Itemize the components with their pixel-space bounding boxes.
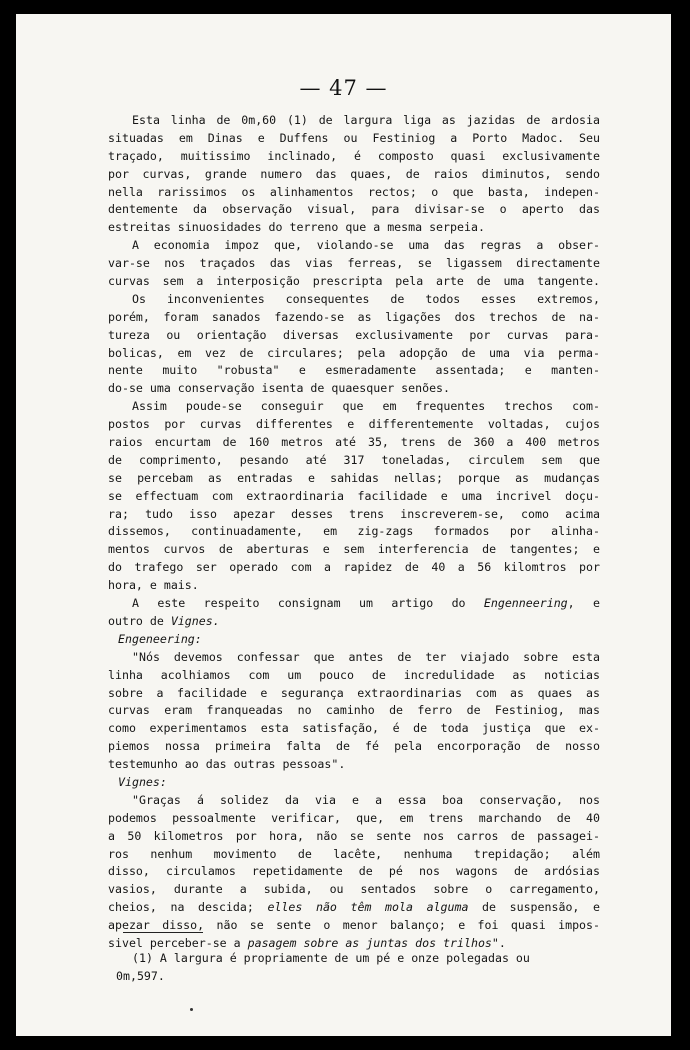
- text-line: situadas em Dinas e Duffens ou Festiniog a Porto Madoc. Seu: [108, 130, 600, 145]
- quote-label: Vignes:: [118, 774, 167, 789]
- text-line: "Graças á solidez da via e a essa boa conservação, nos: [132, 792, 600, 807]
- emphasis-text: elles não têm mola alguma: [267, 900, 469, 915]
- text-run: de suspensão, e: [468, 900, 600, 915]
- footnote-line: (1) A largura é propriamente de um pé e onze polegadas ou: [132, 951, 530, 965]
- text-line: se percebam as entradas e sahidas nellas; porque as mudanças: [108, 470, 600, 485]
- text-line: porém, foram sanados fazendo-se as ligações dos trechos de na-: [108, 309, 600, 324]
- page-number: — 47 —: [299, 76, 388, 100]
- text-line: Os inconvenientes consequentes de todos esses extremos,: [132, 291, 600, 306]
- text-line: ros nenhum movimento de lacête, nenhuma trepidação; além: [108, 846, 600, 861]
- text-line: bolicas, em vez de circulares; pela adopção de uma via perma-: [108, 345, 600, 360]
- text-line: nella rarissimos os alinhamentos rectos; o que basta, indepen-: [108, 184, 600, 199]
- text-line: Esta linha de 0m,60 (1) de largura liga as jazidas de ardosia: [132, 113, 600, 127]
- text-line: a 50 kilometros por hora, não se sente nos carros de passagei-: [108, 828, 600, 843]
- text-line: podemos pessoalmente verificar, que, em trens marchando de 40: [108, 810, 600, 825]
- footnote-line: 0m,597.: [116, 969, 165, 983]
- text-line: ra; tudo isso apezar desses trens inscreverem-se, como acima: [108, 506, 600, 521]
- text-line: apezar disso, não se sente o menor balanço; e foi quasi impos-: [108, 918, 600, 933]
- text-line: estreitas sinuosidades do terreno que a mesma serpeia.: [108, 220, 485, 235]
- text-line: var-se nos traçados das vias ferreas, se ligassem directamente: [108, 256, 600, 271]
- text-line: hora, e mais.: [108, 578, 199, 593]
- body-text: [108, 112, 600, 953]
- text-line: curvas eram franqueadas no caminho de ferro de Festiniog, mas: [108, 703, 600, 718]
- text-line: se effectuam com extraordinaria facilidade e uma incrivel doçu-: [108, 488, 600, 503]
- footnote: [116, 949, 602, 985]
- text-line: disso, circulamos repetidamente de pé nos wagons de ardósias: [108, 864, 600, 879]
- source-title: Vignes.: [170, 613, 220, 628]
- text-line: tureza ou orientação diversas exclusivamente por curvas para-: [108, 327, 600, 342]
- text-line: dentemente da observação visual, para divisar-se o aperto das: [108, 202, 600, 217]
- text-line: sobre a facilidade e segurança extraordinarias com as quaes as: [108, 685, 600, 700]
- text-line: piemos nossa primeira falta de fé pela encorporação de nosso: [108, 739, 600, 754]
- text-run: outro de: [108, 613, 171, 628]
- footnote-divider: [123, 932, 203, 933]
- book-page: [16, 14, 671, 1036]
- text-line: raios encurtam de 160 metros até 35, trens de 360 a 400 metros: [108, 435, 600, 450]
- text-run: ".: [491, 935, 506, 950]
- print-speck: [190, 1008, 193, 1011]
- text-line: [108, 595, 600, 613]
- text-line: por curvas, grande numero das quaes, de raios diminutos, sendo: [108, 166, 600, 181]
- source-title: Engenneering: [483, 596, 568, 611]
- text-line: como experimentamos esta satisfação, é de toda justiça que ex-: [108, 721, 600, 736]
- emphasis-text: pasagem sobre as juntas dos trilhos: [247, 935, 492, 950]
- text-line: de comprimento, pesando até 317 toneladas, circulem sem que: [108, 452, 600, 467]
- text-line: curvas sem a interposição prescripta pela arte de uma tangente.: [108, 274, 600, 289]
- text-line: nente muito "robusta" e esmeradamente assentada; e manten-: [108, 363, 600, 378]
- text-line: vasios, durante a subida, ou sentados sobre o carregamento,: [108, 882, 600, 897]
- text-line: [108, 613, 600, 631]
- text-line: mentos curvos de aberturas e sem interferencia de tangentes; e: [108, 542, 600, 557]
- text-line: do-se uma conservação isenta de quaesquer senões.: [108, 381, 451, 396]
- text-line: "Nós devemos confessar que antes de ter viajado sobre esta: [132, 649, 600, 664]
- text-line: Assim poude-se conseguir que em frequentes trechos com-: [132, 399, 600, 414]
- text-line: postos por curvas differentes e differentemente voltadas, cujos: [108, 417, 600, 432]
- text-run: A este respeito consignam um artigo do: [132, 596, 484, 611]
- quote-label: Engeneering:: [118, 631, 202, 646]
- text-line: linha acolhiamos com um pouco de incredulidade as noticias: [108, 667, 600, 682]
- text-line: testemunho ao das outras pessoas".: [108, 757, 346, 772]
- text-line: traçado, muitissimo inclinado, é composto quasi exclusivamente: [108, 148, 600, 163]
- text-run: , e: [567, 596, 600, 611]
- text-run: sivel perceber-se a: [108, 935, 248, 950]
- text-line: do trafego ser operado com a rapidez de 40 a 56 kilomtros por: [108, 560, 600, 575]
- text-run: cheios, na descida;: [108, 900, 268, 915]
- text-line: [108, 899, 600, 917]
- text-line: A economia impoz que, violando-se uma das regras a obser-: [132, 238, 600, 253]
- text-line: dissemos, continuadamente, em zig-zags formados por alinha-: [108, 524, 600, 539]
